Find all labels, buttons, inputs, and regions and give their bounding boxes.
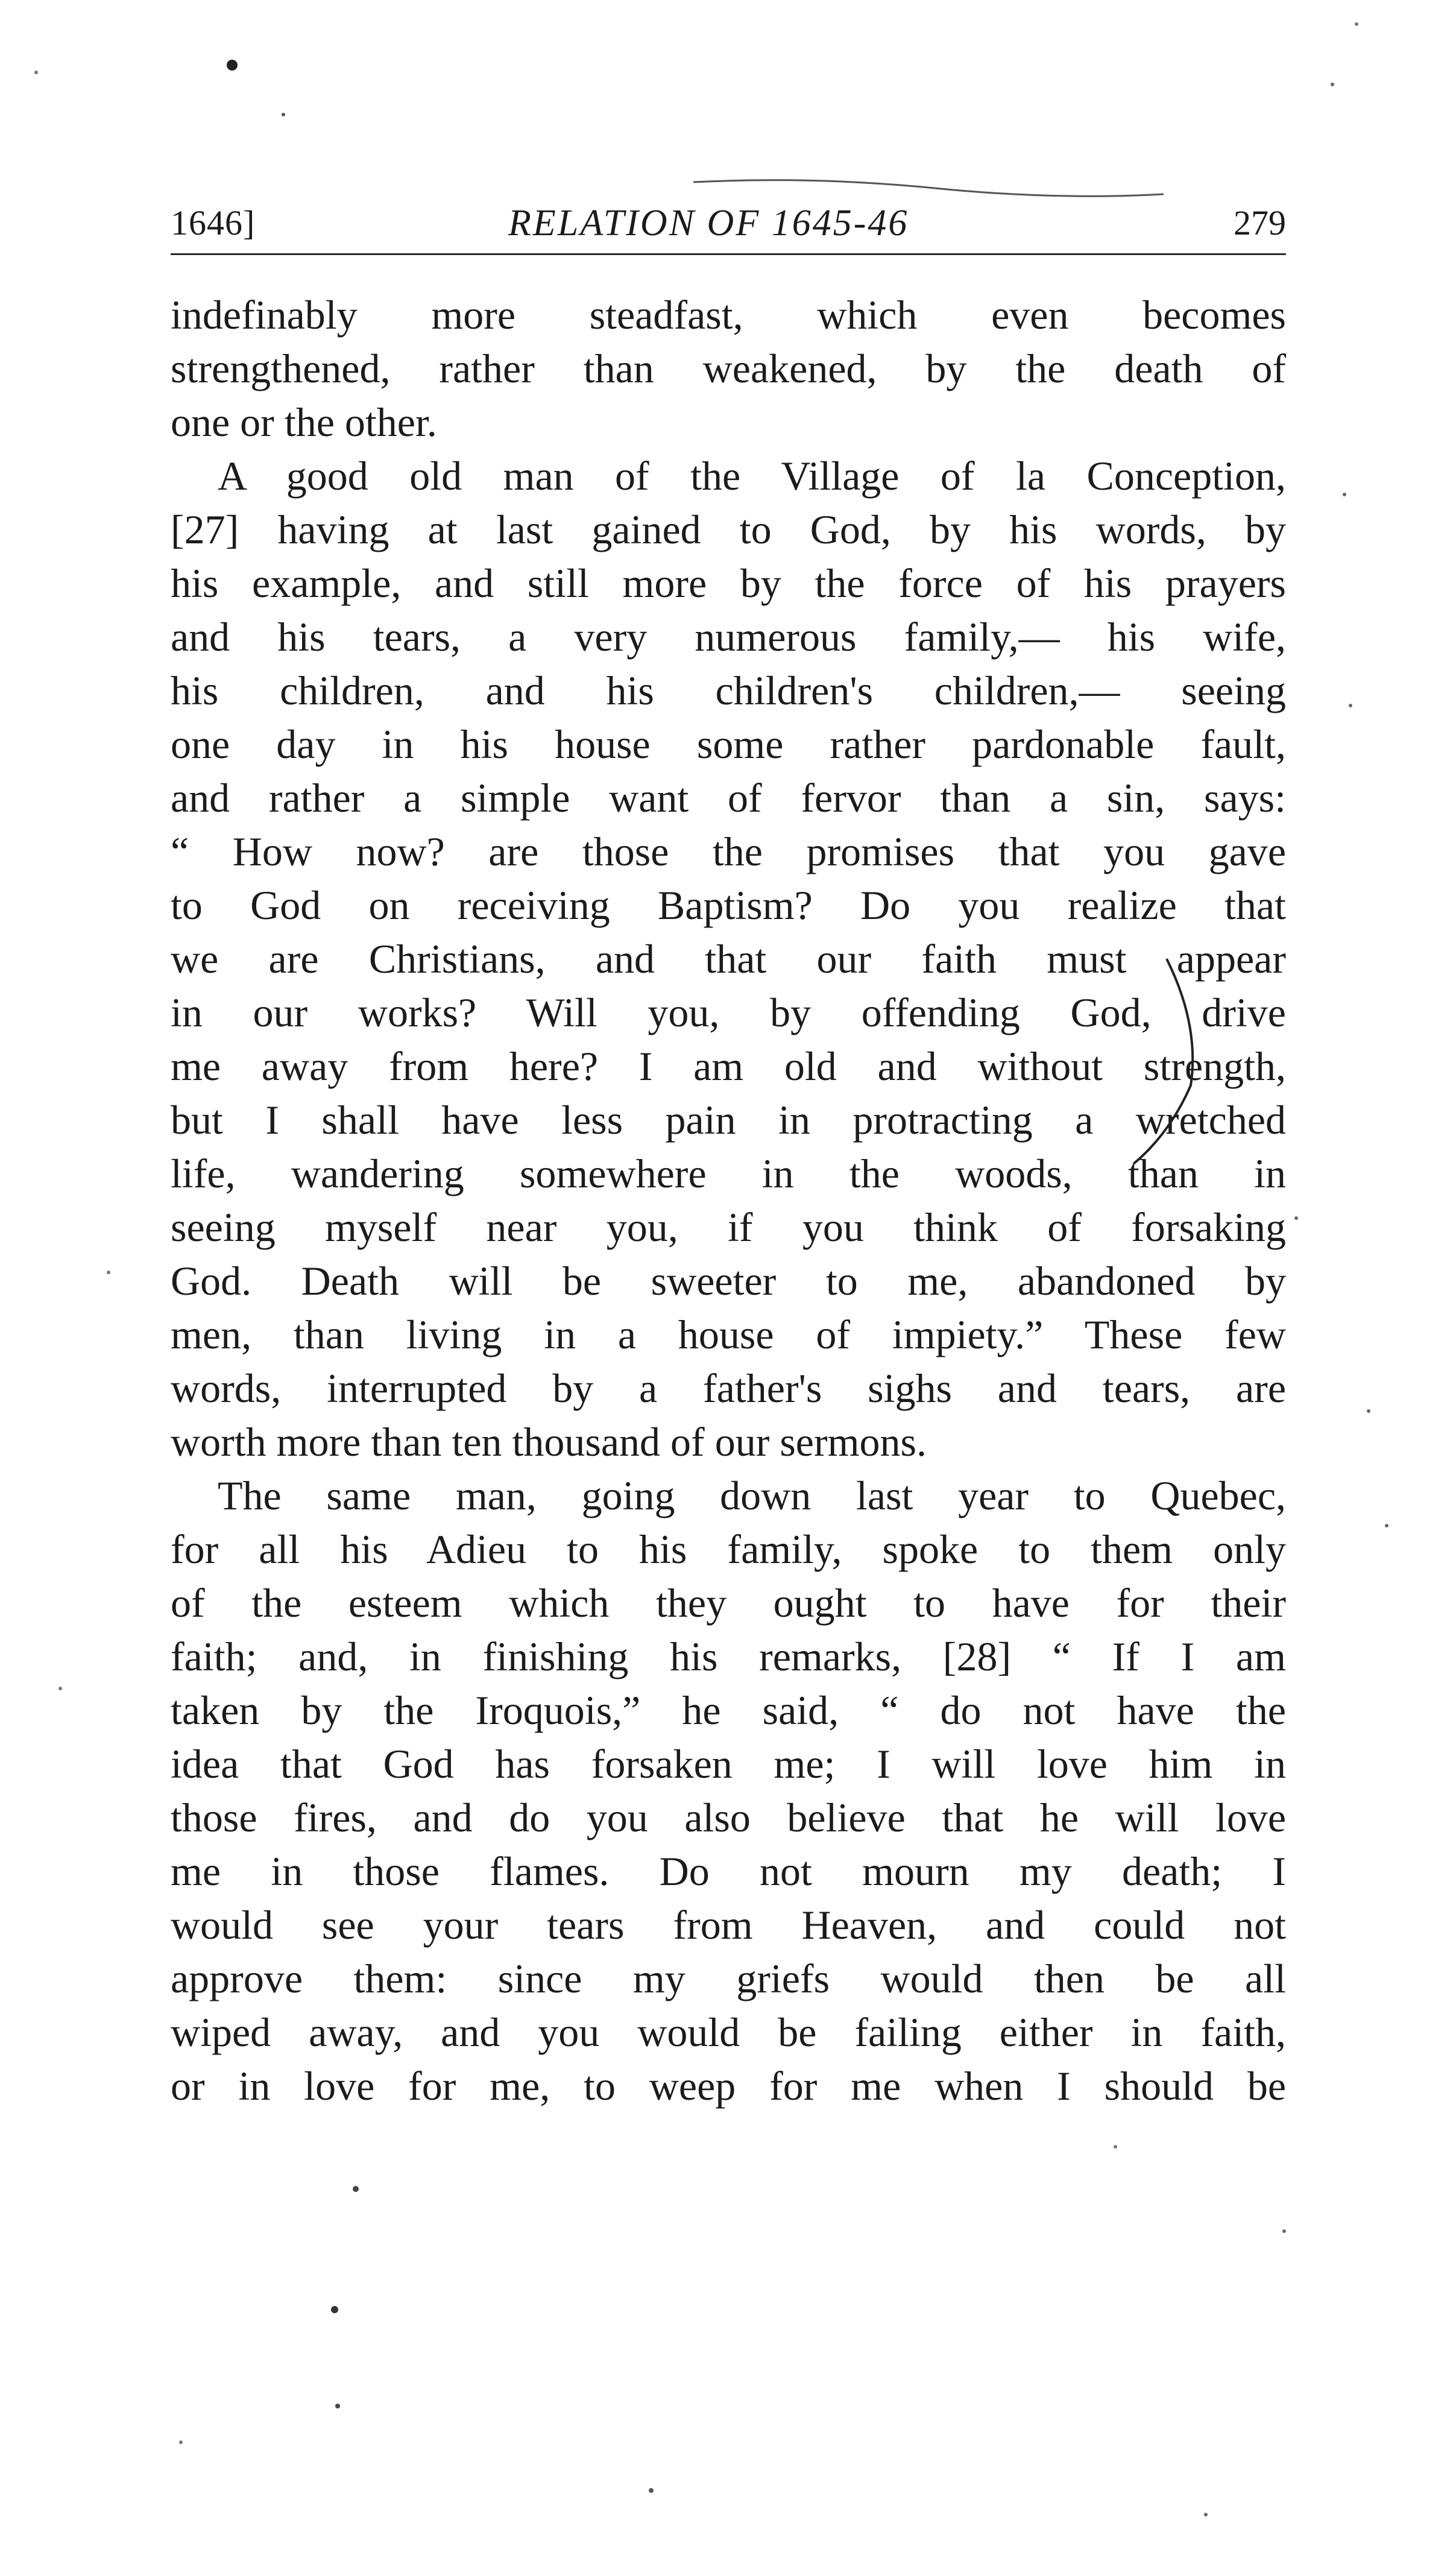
text-line: taken by the Iroquois,” he said, “ do not have the	[171, 1687, 1286, 1733]
text-line: we are Christians, and that our faith must appear	[171, 936, 1286, 982]
header-year: 1646]	[171, 203, 256, 242]
text-line: me in those flames. Do not mourn my death; I	[171, 1848, 1286, 1894]
body-text	[171, 288, 1286, 2113]
text-line: approve them: since my griefs would then be all	[171, 1956, 1286, 2001]
text-line: one or the other.	[171, 399, 437, 445]
page-number: 279	[1234, 203, 1286, 242]
text-line: words, interrupted by a father's sighs and tears, are	[171, 1365, 1286, 1411]
text-line: [27] having at last gained to God, by his words, by	[171, 507, 1286, 552]
text-line: strengthened, rather than weakened, by the death of	[171, 346, 1286, 391]
text-line: of the esteem which they ought to have for their	[171, 1580, 1286, 1626]
text-line: his children, and his children's children,— seeing	[171, 668, 1286, 713]
text-line: his example, and still more by the force of his prayers	[171, 560, 1286, 606]
text-line: life, wandering somewhere in the woods, than in	[171, 1151, 1286, 1196]
text-line: but I shall have less pain in protracting a wretched	[171, 1097, 1286, 1143]
text-line: to God on receiving Baptism? Do you realize that	[171, 882, 1286, 928]
text-line: indefinably more steadfast, which even becomes	[171, 292, 1286, 338]
text-line: would see your tears from Heaven, and could not	[171, 1902, 1286, 1948]
text-line: those fires, and do you also believe that he will love	[171, 1795, 1286, 1840]
text-line: and rather a simple want of fervor than a sin, says:	[171, 775, 1286, 821]
text-line: faith; and, in finishing his remarks, [28] “ If I am	[171, 1634, 1286, 1679]
text-line: God. Death will be sweeter to me, abandoned by	[171, 1258, 1286, 1304]
text-line: wiped away, and you would be failing either in faith,	[171, 2009, 1286, 2055]
text-line: seeing myself near you, if you think of forsaking	[171, 1204, 1286, 1250]
text-line: one day in his house some rather pardonable fault,	[171, 721, 1286, 767]
running-head	[171, 199, 1286, 247]
text-line: men, than living in a house of impiety.” These few	[171, 1312, 1286, 1357]
header-rule	[171, 253, 1286, 255]
text-line: or in love for me, to weep for me when I should be	[171, 2063, 1286, 2109]
text-line: for all his Adieu to his family, spoke to them only	[171, 1526, 1286, 1572]
header-title: RELATION OF 1645-46	[508, 203, 909, 244]
text-line: The same man, going down last year to Quebec,	[218, 1473, 1286, 1518]
text-line: and his tears, a very numerous family,— his wife,	[171, 614, 1286, 660]
text-line: “ How now? are those the promises that you gave	[171, 829, 1286, 874]
text-line: in our works? Will you, by offending God, drive	[171, 990, 1286, 1035]
text-line: A good old man of the Village of la Conception,	[218, 453, 1286, 499]
text-line: idea that God has forsaken me; I will love him in	[171, 1741, 1286, 1787]
text-line: worth more than ten thousand of our sermons.	[171, 1419, 927, 1465]
text-line: me away from here? I am old and without strength,	[171, 1043, 1286, 1089]
